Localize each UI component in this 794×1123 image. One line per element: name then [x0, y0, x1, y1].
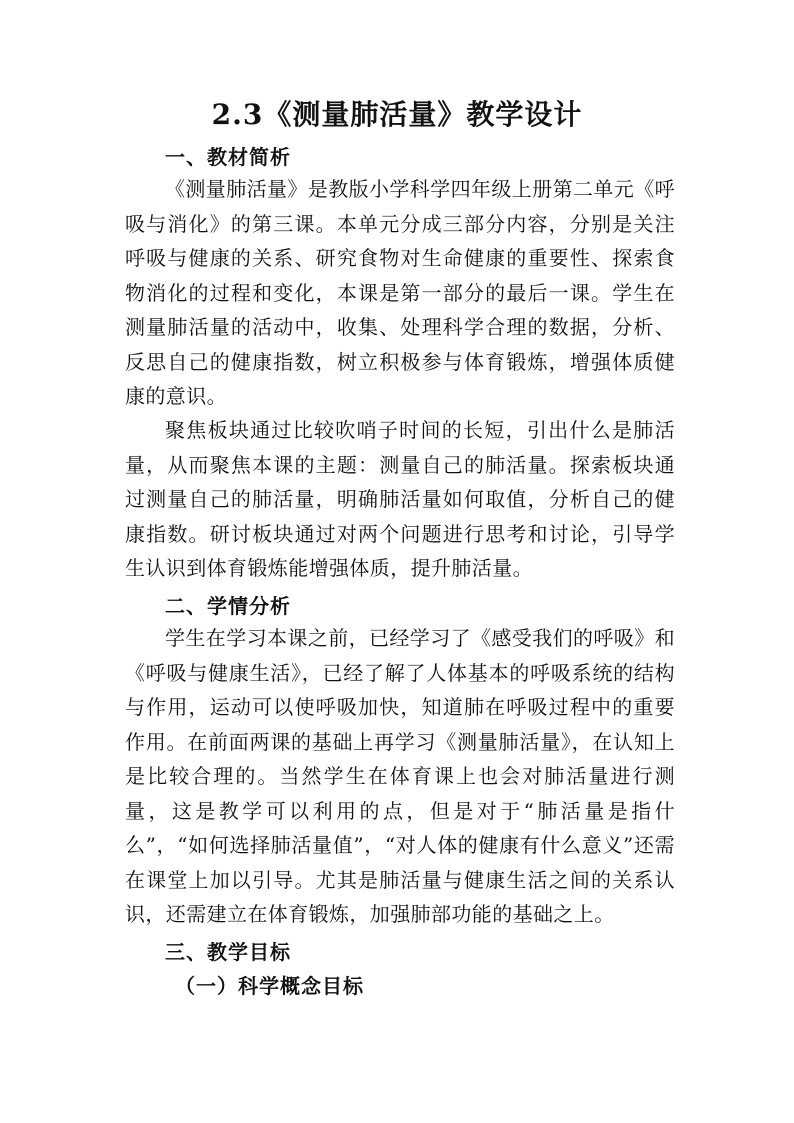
section-heading-textbook-analysis: 一、教材简析 [165, 145, 291, 169]
section-heading-student-analysis: 二、学情分析 [165, 594, 291, 618]
document-title: 2.3《测量肺活量》教学设计 [211, 98, 583, 131]
section-heading-teaching-goals: 三、教学目标 [165, 940, 291, 964]
paragraph-student-analysis: 学生在学习本课之前，已经学习了《感受我们的呼吸》和《呼吸与健康生活》，已经了解了人体基本的呼吸系统的结构与作用，运动可以使呼吸加快，知道肺在呼吸过程中的重要作用。在前面两课的基础上再学习《测量肺活量》，在认知上是比较合理的。当然学生在体育课上也会对肺活量进行测量，这是教学可以利用的点，但是对于“肺活量是指什么”，“如何选择肺活量值”，“对人体的健康有什么意义”还需在课堂上加以引导。尤其是肺活量与健康生活之间的关系认识，还需建立在体育锻炼，加强肺部功能的基础之上。 [125, 626, 675, 926]
paragraph-textbook-overview: 《测量肺活量》是教版小学科学四年级上册第二单元《呼吸与消化》的第三课。本单元分成三部分内容，分别是关注呼吸与健康的关系、研究食物对生命健康的重要性、探索食物消化的过程和变化，本课是第一部分的最后一课。学生在测量肺活量的活动中，收集、处理科学合理的数据，分析、反思自己的健康指数，树立积极参与体育锻炼，增强体质健康的意识。 [125, 177, 675, 408]
paragraph-lesson-modules: 聚焦板块通过比较吹哨子时间的长短，引出什么是肺活量，从而聚焦本课的主题：测量自己的肺活量。探索板块通过测量自己的肺活量，明确肺活量如何取值，分析自己的健康指数。研讨板块通过对两个问题进行思考和讨论，引导学生认识到体育锻炼能增强体质，提升肺活量。 [125, 418, 675, 580]
subheading-science-concept-goals: （一）科学概念目标 [175, 974, 364, 998]
